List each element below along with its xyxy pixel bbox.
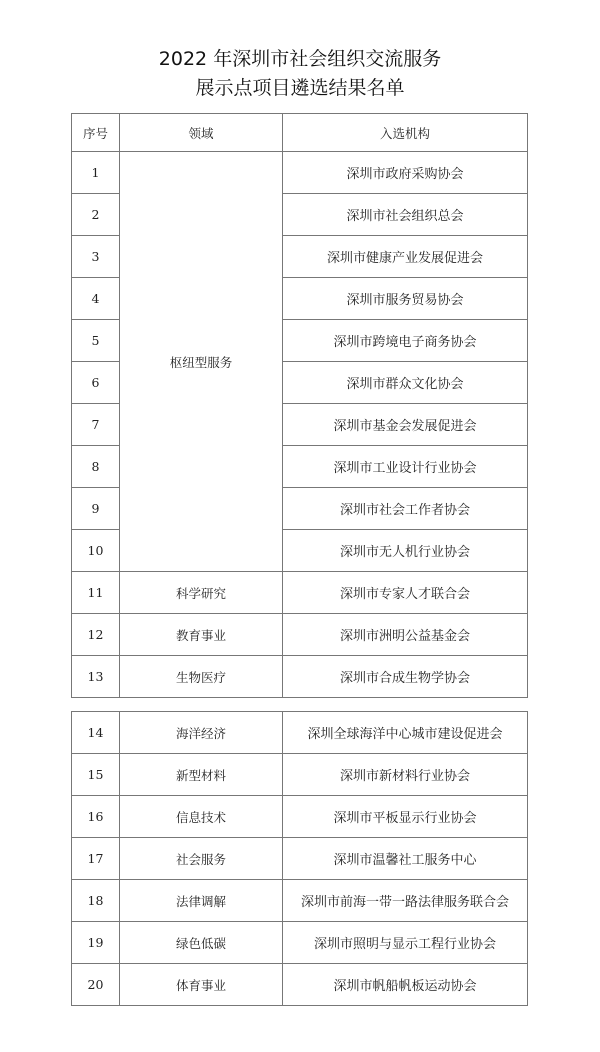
row-field: 新型材料: [120, 754, 283, 796]
header-no: 序号: [72, 114, 120, 152]
table-row: [72, 796, 528, 838]
row-org: 深圳市照明与显示工程行业协会: [283, 922, 528, 964]
row-field: 信息技术: [120, 796, 283, 838]
row-field: 法律调解: [120, 880, 283, 922]
header-org: 入选机构: [283, 114, 528, 152]
row-field: 海洋经济: [120, 712, 283, 754]
merged-field-cell: 枢纽型服务: [120, 152, 283, 572]
row-org: 深圳市帆船帆板运动协会: [283, 964, 528, 1006]
row-org: 深圳市工业设计行业协会: [283, 446, 528, 488]
table-row: [72, 754, 528, 796]
row-no: 19: [72, 922, 120, 964]
row-no: 13: [72, 656, 120, 698]
row-org: 深圳市健康产业发展促进会: [283, 236, 528, 278]
results-table-2: [71, 711, 528, 1006]
header-field: 领域: [120, 114, 283, 152]
row-field: 体育事业: [120, 964, 283, 1006]
row-no: 9: [72, 488, 120, 530]
row-org: 深圳市社会组织总会: [283, 194, 528, 236]
row-no: 5: [72, 320, 120, 362]
table-row: [72, 614, 528, 656]
row-org: 深圳市基金会发展促进会: [283, 404, 528, 446]
row-org: 深圳市专家人才联合会: [283, 572, 528, 614]
row-org: 深圳市无人机行业协会: [283, 530, 528, 572]
row-no: 12: [72, 614, 120, 656]
row-no: 11: [72, 572, 120, 614]
row-org: 深圳市前海一带一路法律服务联合会: [283, 880, 528, 922]
table-row: [72, 656, 528, 698]
row-org: 深圳市群众文化协会: [283, 362, 528, 404]
row-no: 15: [72, 754, 120, 796]
row-org: 深圳市温馨社工服务中心: [283, 838, 528, 880]
table-row: [72, 712, 528, 754]
table-row: [72, 152, 528, 194]
row-org: 深圳市新材料行业协会: [283, 754, 528, 796]
row-no: 2: [72, 194, 120, 236]
table-row: [72, 838, 528, 880]
row-no: 8: [72, 446, 120, 488]
row-org: 深圳市跨境电子商务协会: [283, 320, 528, 362]
row-no: 6: [72, 362, 120, 404]
row-field: 生物医疗: [120, 656, 283, 698]
row-org: 深圳市社会工作者协会: [283, 488, 528, 530]
row-no: 3: [72, 236, 120, 278]
row-no: 16: [72, 796, 120, 838]
row-no: 18: [72, 880, 120, 922]
row-org: 深圳全球海洋中心城市建设促进会: [283, 712, 528, 754]
row-no: 14: [72, 712, 120, 754]
row-no: 4: [72, 278, 120, 320]
row-no: 20: [72, 964, 120, 1006]
document-title-line2: 展示点项目遴选结果名单: [195, 77, 405, 99]
results-table-1: [71, 113, 528, 698]
table-row: [72, 880, 528, 922]
table-row: [72, 964, 528, 1006]
row-org: 深圳市平板显示行业协会: [283, 796, 528, 838]
row-org: 深圳市服务贸易协会: [283, 278, 528, 320]
row-field: 社会服务: [120, 838, 283, 880]
row-no: 10: [72, 530, 120, 572]
row-org: 深圳市政府采购协会: [283, 152, 528, 194]
table-row: [72, 572, 528, 614]
row-no: 7: [72, 404, 120, 446]
row-field: 教育事业: [120, 614, 283, 656]
row-no: 1: [72, 152, 120, 194]
row-org: 深圳市洲明公益基金会: [283, 614, 528, 656]
table-header-row: [72, 114, 528, 152]
table-row: [72, 922, 528, 964]
row-field: 科学研究: [120, 572, 283, 614]
document-title-line1: 2022 年深圳市社会组织交流服务: [158, 48, 442, 70]
row-field: 绿色低碳: [120, 922, 283, 964]
row-no: 17: [72, 838, 120, 880]
row-org: 深圳市合成生物学协会: [283, 656, 528, 698]
